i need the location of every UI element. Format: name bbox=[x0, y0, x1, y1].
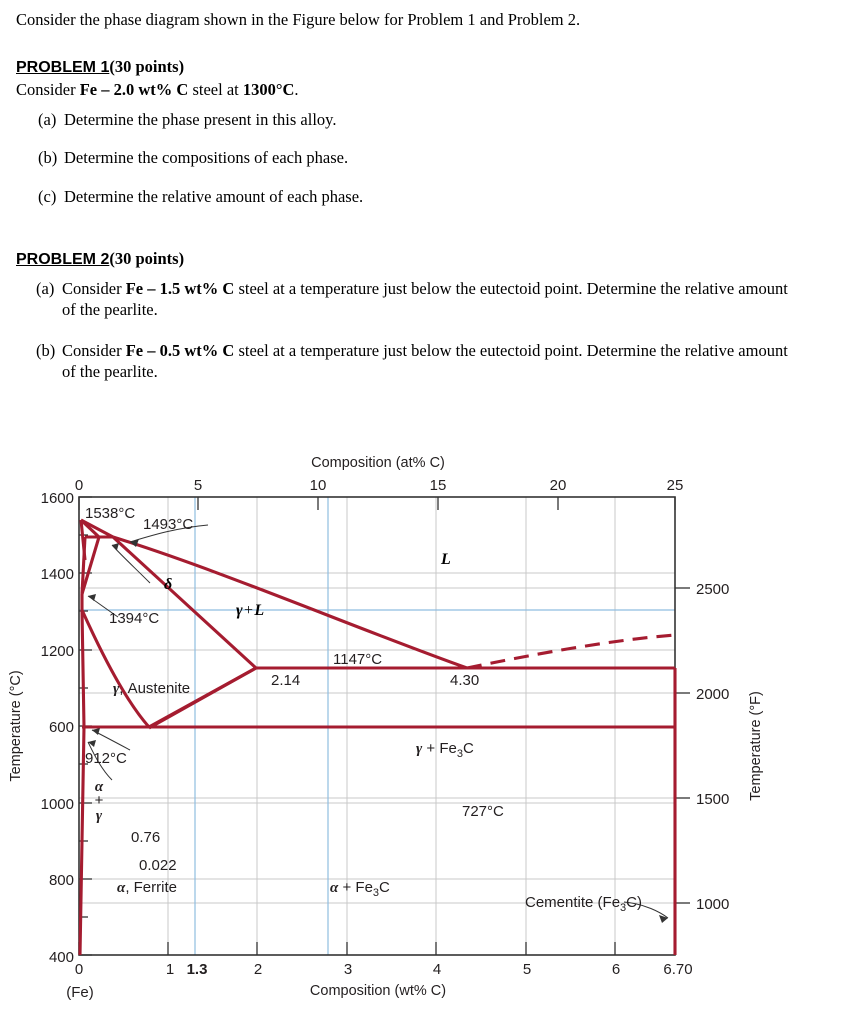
annotation-austenite: γ, Austenite bbox=[113, 680, 191, 697]
item-text-pre: Consider bbox=[62, 340, 126, 360]
a3-line bbox=[82, 610, 149, 727]
fe-origin-label: (Fe) bbox=[66, 984, 94, 1001]
item-text bbox=[62, 340, 802, 383]
annotation-delta-ferrite: δ bbox=[164, 576, 173, 593]
item-marker: (a) bbox=[36, 278, 55, 298]
item-text-post: steel at a temperature just below the eutectoid point. Determine the relative amount of the pearlite. bbox=[62, 278, 788, 320]
problem1-temperature: 1300°C bbox=[242, 79, 295, 99]
left-tick-label: 1600 bbox=[40, 490, 74, 507]
item-marker: (b) bbox=[36, 340, 56, 360]
top-tick-label: 5 bbox=[193, 477, 203, 494]
right-axis-ticks bbox=[675, 588, 690, 903]
bottom-axis-title: Composition (wt% C) bbox=[309, 983, 447, 999]
problem1-points: (30 points) bbox=[109, 56, 185, 76]
problem2-heading bbox=[16, 249, 840, 269]
item-marker: (b) bbox=[38, 148, 58, 168]
problem1-lead-pre: Consider bbox=[16, 79, 80, 99]
list-item bbox=[16, 109, 840, 130]
problem1-heading bbox=[16, 57, 840, 77]
annotation-eutectoid-temp: 727°C bbox=[462, 803, 504, 820]
problem1-lead-mid: steel at bbox=[188, 79, 243, 99]
annotation-alpha-plus-gamma bbox=[95, 779, 104, 824]
annotation-eutectic-composition: 4.30 bbox=[450, 672, 480, 689]
top-axis-tick-labels bbox=[75, 477, 684, 494]
item-alloy: Fe – 1.5 wt% C bbox=[125, 278, 235, 298]
right-tick-label: 2000 bbox=[696, 686, 730, 703]
top-tick-label: 25 bbox=[666, 477, 684, 494]
problem1-title: PROBLEM 1 bbox=[16, 58, 110, 76]
item-text: Determine the phase present in this alloy. bbox=[64, 109, 337, 129]
problem2-items bbox=[16, 278, 840, 383]
left-tick-label: 1000 bbox=[40, 796, 74, 813]
right-axis-title: Temperature (°F) bbox=[748, 691, 764, 801]
bottom-tick-label: 0 bbox=[74, 961, 84, 978]
left-tick-label: 800 bbox=[48, 872, 74, 889]
list-item bbox=[16, 340, 840, 383]
top-tick-label: 20 bbox=[549, 477, 567, 494]
item-text-pre: Consider bbox=[62, 278, 126, 298]
svg-text:α: α bbox=[94, 779, 104, 795]
phase-diagram-figure bbox=[0, 450, 856, 1024]
annotation-delta-to-gamma: 1394°C bbox=[109, 610, 160, 627]
right-tick-label: 1500 bbox=[696, 791, 730, 808]
right-tick-label: 2500 bbox=[696, 581, 730, 598]
annotation-eutectoid-composition: 0.76 bbox=[131, 829, 161, 846]
item-text: Determine the compositions of each phase. bbox=[64, 148, 349, 168]
annotation-max-c-in-austenite: 2.14 bbox=[271, 672, 301, 689]
bottom-tick-label-highlight: 1.3 bbox=[186, 961, 208, 978]
bottom-axis-ticks bbox=[79, 942, 675, 955]
right-axis-tick-labels bbox=[696, 581, 729, 913]
bottom-tick-label: 1 bbox=[165, 961, 175, 978]
bottom-tick-label: 5 bbox=[522, 961, 532, 978]
problem1-alloy: Fe – 2.0 wt% C bbox=[79, 79, 189, 99]
item-text bbox=[62, 278, 802, 321]
problem2-title: PROBLEM 2 bbox=[16, 250, 110, 268]
top-tick-label: 10 bbox=[309, 477, 327, 494]
top-tick-label: 0 bbox=[74, 477, 84, 494]
austenite-solidus bbox=[113, 537, 256, 668]
list-item bbox=[16, 186, 840, 207]
list-item bbox=[16, 278, 840, 321]
list-item bbox=[16, 147, 840, 168]
left-axis-title: Temperature (°C) bbox=[8, 670, 24, 782]
bottom-tick-label: 6 bbox=[611, 961, 621, 978]
right-tick-label: 1000 bbox=[696, 896, 730, 913]
left-tick-label: 400 bbox=[48, 949, 74, 966]
intro-line: Consider the phase diagram shown in the Figure below for Problem 1 and Problem 2. bbox=[16, 10, 581, 29]
annotation-alpha-plus-cementite: $\alpha + Fe_3C$ bbox=[330, 879, 390, 899]
acm-line bbox=[149, 668, 256, 727]
svg-text:γ: γ bbox=[95, 808, 103, 824]
item-marker: (a) bbox=[38, 109, 57, 129]
annotation-gamma-plus-cementite: $\gamma + Fe_3C$ bbox=[416, 740, 474, 760]
annotation-melting-point-iron: 1538°C bbox=[85, 505, 136, 522]
annotation-alpha-to-gamma-temp: 912°C bbox=[85, 750, 127, 767]
annotation-eutectic-temp: 1147°C bbox=[333, 651, 383, 668]
problem1-lead bbox=[16, 80, 840, 100]
problem2-points: (30 points) bbox=[109, 248, 185, 268]
bottom-tick-label: 2 bbox=[253, 961, 263, 978]
liquidus-right-dashed bbox=[467, 635, 675, 668]
annotation-liquid: L bbox=[441, 551, 451, 568]
annotation-peritectic-temp: 1493°C bbox=[143, 516, 194, 533]
problem1-items bbox=[16, 109, 840, 207]
bottom-tick-label: 4 bbox=[432, 961, 442, 978]
item-alloy: Fe – 0.5 wt% C bbox=[125, 340, 235, 360]
left-tick-label: 1200 bbox=[40, 643, 74, 660]
top-axis-title: Composition (at% C) bbox=[311, 455, 445, 471]
problem1-lead-post: . bbox=[294, 79, 299, 99]
bottom-axis-tick-labels bbox=[75, 961, 693, 978]
left-tick-label: 1400 bbox=[40, 566, 74, 583]
item-text: Determine the relative amount of each phase. bbox=[64, 186, 364, 206]
svg-text:+: + bbox=[94, 792, 104, 809]
problem2-block bbox=[16, 249, 840, 383]
bottom-tick-label: 3 bbox=[343, 961, 353, 978]
top-tick-label: 15 bbox=[429, 477, 447, 494]
annotation-ferrite: α, Ferrite bbox=[117, 879, 177, 896]
liquidus bbox=[113, 537, 467, 668]
annotation-cementite: Cementite $(Fe_3C)$ bbox=[525, 894, 642, 914]
item-marker: (c) bbox=[38, 186, 57, 206]
bottom-tick-label: 6.70 bbox=[663, 961, 693, 978]
left-tick-label: 600 bbox=[48, 719, 74, 736]
annotation-gamma-plus-liquid: γ + L bbox=[236, 602, 265, 619]
annotation-max-c-in-ferrite: 0.022 bbox=[139, 857, 177, 874]
item-text-post: steel at a temperature just below the eutectoid point. Determine the relative amount of the pearlite. bbox=[62, 340, 788, 382]
problem-document bbox=[0, 0, 856, 383]
